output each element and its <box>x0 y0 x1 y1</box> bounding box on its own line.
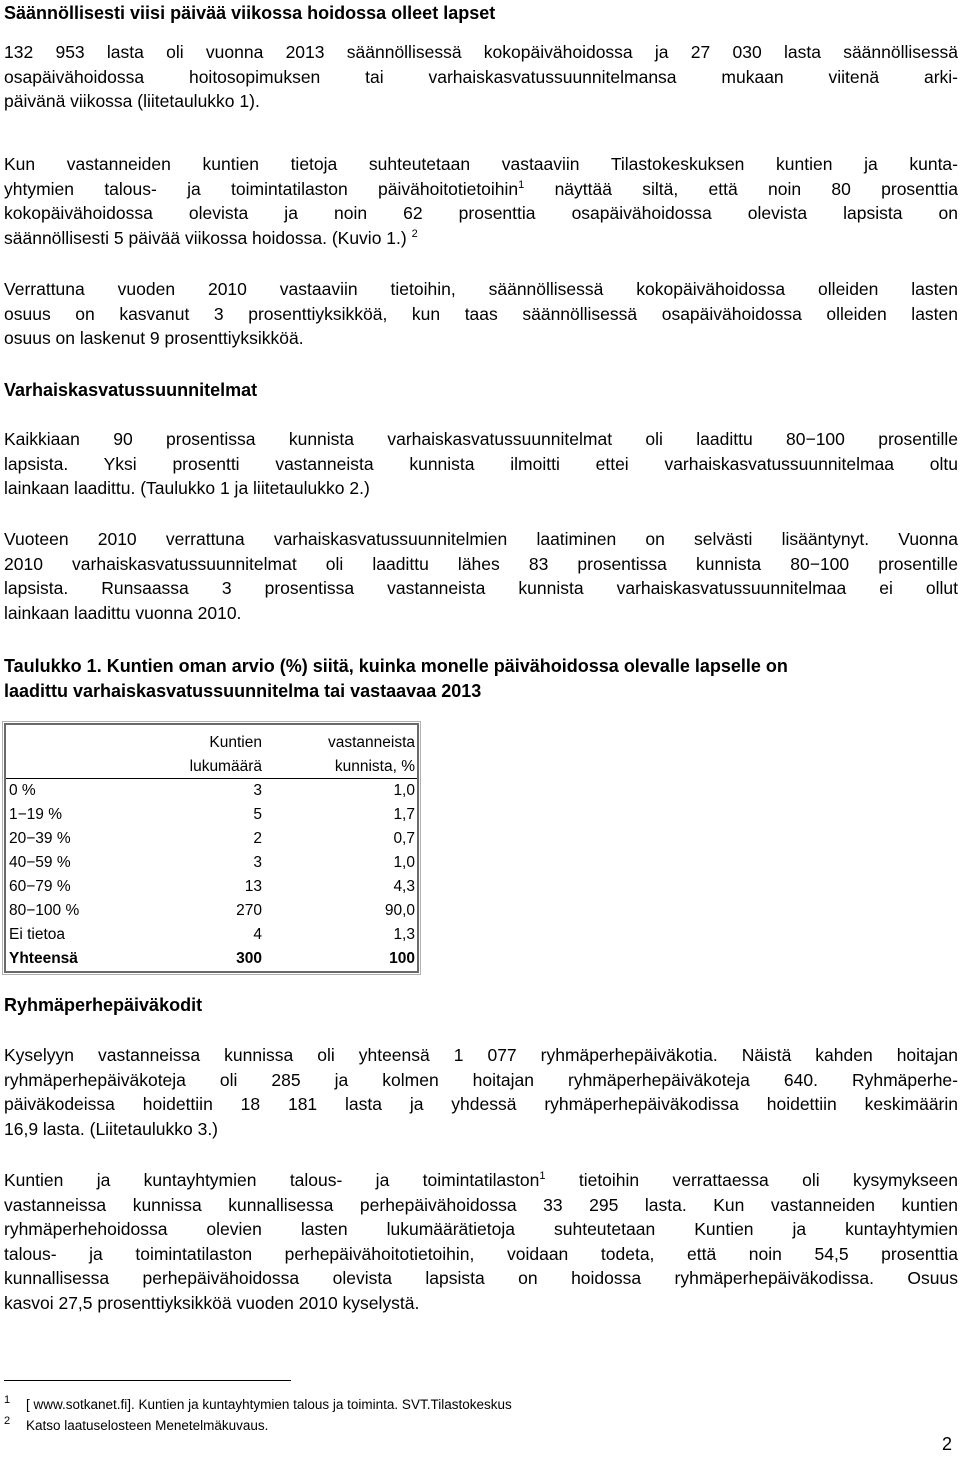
section-heading-vasu: Varhaiskasvatussuunnitelmat <box>4 380 258 400</box>
table-cell: Yhteensä <box>9 950 78 967</box>
footnote-text[interactable]: [ www.sotkanet.fi]. Kuntien ja kuntayhtymien talous ja toiminta. SVT.Tilastokeskus <box>26 1397 512 1412</box>
header-cell: Kuntien <box>209 734 262 751</box>
text-line: ryhmäperhehoidossa olevien lasten lukumäärätietoja suhteutetaan Kuntien ja kuntayhtymien <box>4 1219 958 1240</box>
paragraph-statistics-comparison <box>4 152 958 250</box>
table-cell: 3 <box>253 854 262 871</box>
text-line: ryhmäperhepäiväkoteja oli 285 ja kolmen hoitajan ryhmäperhepäiväkoteja 640. Ryhmäperhe- <box>4 1069 958 1090</box>
text-line: 16,9 lasta. (Liitetaulukko 3.) <box>4 1118 219 1139</box>
footnote-number: 2 <box>4 1415 11 1427</box>
table-cell: 80−100 % <box>9 902 80 919</box>
caption-line: laadittu varhaiskasvatussuunnitelma tai vastaavaa 2013 <box>4 680 482 701</box>
text-line: osuus on kasvanut 3 prosenttiyksikköä, kun taas säännöllisessä osapäivähoidossa olleiden lasten <box>4 303 958 324</box>
footnote-text: Katso laatuselosteen Menetelmäkuvaus. <box>26 1418 269 1433</box>
text-line: päivänä viikossa (liitetaulukko 1). <box>4 91 260 112</box>
page-number: 2 <box>942 1434 953 1454</box>
table-row <box>5 803 418 827</box>
paragraph-2010-comparison <box>4 277 958 351</box>
text-line: osuus on laskenut 9 prosenttiyksikköä. <box>4 328 304 349</box>
table-cell: 20−39 % <box>9 830 71 847</box>
table-cell: 13 <box>244 878 262 895</box>
text-line: lainkaan laadittu vuonna 2010. <box>4 602 242 623</box>
table-row <box>5 851 418 875</box>
table-cell: 4 <box>253 926 262 943</box>
table-cell: 4,3 <box>393 878 415 895</box>
table-vasu-estimates <box>4 723 419 973</box>
text-line: Vuoteen 2010 verrattuna varhaiskasvatussuunnitelmien laatiminen on selvästi lisääntynyt. Vuonna <box>4 529 958 549</box>
text-line: kasvoi 27,5 prosenttiyksikköä vuoden 2010 kyselystä. <box>4 1292 420 1313</box>
table-cell: 270 <box>236 902 262 919</box>
footnote-ref-1[interactable]: 1 <box>539 1170 546 1182</box>
table-caption <box>4 654 958 703</box>
text-line: päiväkodeissa hoidettiin 18 181 lasta ja yhdessä ryhmäperhepäiväkodissa hoidettiin keskimäärin <box>4 1094 958 1115</box>
text-line: Kaikkiaan 90 prosentissa kunnista varhaiskasvatussuunnitelmat oli laadittu 80−100 prosentille <box>4 429 958 449</box>
header-cell: vastanneista <box>327 734 415 751</box>
text-line: osapäivähoidossa hoitosopimuksen tai varhaiskasvatussuunnitelmansa mukaan viitenä arki- <box>4 66 958 87</box>
table-cell: 100 <box>389 950 415 967</box>
table-total-row <box>5 947 418 972</box>
paragraph-vasu-coverage <box>4 427 958 501</box>
header-cell <box>5 724 94 754</box>
table-header-row <box>5 724 418 754</box>
footnote-ref-2[interactable]: 2 <box>411 227 418 240</box>
table-row <box>5 875 418 899</box>
header-cell: kunnista, % <box>334 758 415 775</box>
text-segment: Kuntien ja kuntayhtymien talous- ja toimintatilaston <box>4 1170 540 1190</box>
text-line <box>4 226 958 251</box>
text-line: Kyselyyn vastanneissa kunnissa oli yhteensä 1 077 ryhmäperhepäiväkotia. Näistä kahden hoitajan <box>4 1045 958 1065</box>
table-cell: 300 <box>236 950 262 967</box>
footnote-2 <box>4 1415 269 1434</box>
section-heading-regular-care: Säännöllisesti viisi päivää viikossa hoidossa olleet lapset <box>4 3 496 23</box>
text-line: kunnallisessa perhepäivähoidossa olevista lapsista on hoidossa ryhmäperhepäiväkodissa. Osuus <box>4 1268 958 1289</box>
caption-line: Taulukko 1. Kuntien oman arvio (%) siitä, kuinka monelle päivähoidossa olevalle lapselle on <box>4 656 788 676</box>
text-segment: näyttää siltä, että noin 80 prosenttia <box>524 178 958 199</box>
text-segment: yhtymien talous- ja toimintatilaston päivähoitotietoihin <box>4 178 519 199</box>
text-line: Kun vastanneiden kuntien tietoja suhteutetaan vastaaviin Tilastokeskuksen kuntien ja kunta- <box>4 154 958 174</box>
footnote-ref-1[interactable]: 1 <box>518 178 525 191</box>
table-cell: 1,0 <box>264 779 418 804</box>
text-line: kokopäivähoidossa olevista ja noin 62 prosenttia osapäivähoidossa olevista lapsista on <box>4 203 958 224</box>
text-segment: säännöllisesti 5 päivää viikossa hoidossa. (Kuvio 1.) <box>4 227 407 248</box>
text-line: lapsista. Runsaassa 3 prosentissa vastanneista kunnista varhaiskasvatussuunnitelmaa ei ollut <box>4 578 958 599</box>
text-line: 132 953 lasta oli vuonna 2013 säännöllisessä kokopäivähoidossa ja 27 030 lasta säännöllisessä <box>4 42 958 62</box>
table-header-row <box>5 754 418 779</box>
table-cell: 5 <box>253 806 262 823</box>
paragraph-group-family-daycare-counts <box>4 1043 958 1141</box>
table-cell: 1,3 <box>393 926 415 943</box>
table-cell: 1−19 % <box>9 806 63 823</box>
footnote-1 <box>4 1394 512 1413</box>
table-cell: 3 <box>94 779 264 804</box>
text-line: Verrattuna vuoden 2010 vastaaviin tietoihin, säännöllisessä kokopäivähoidossa olleiden lasten <box>4 279 958 299</box>
header-cell: lukumäärä <box>189 758 262 775</box>
table-cell: 2 <box>253 830 262 847</box>
table-row <box>5 779 418 804</box>
footnote-number: 1 <box>4 1394 11 1406</box>
paragraph-family-daycare-share <box>4 1168 958 1316</box>
text-line: talous- ja toimintatilaston perhepäivähoitotietoihin, voidaan todeta, että noin 54,5 prosenttia <box>4 1243 958 1264</box>
text-segment: tietoihin verrattaessa oli kysymykseen <box>545 1170 958 1190</box>
table-cell: 1,0 <box>393 854 415 871</box>
footnote-separator <box>4 1380 291 1381</box>
data-table <box>4 723 419 973</box>
table-cell: 60−79 % <box>9 878 71 895</box>
text-line: lapsista. Yksi prosentti vastanneista kunnista ilmoitti ettei varhaiskasvatussuunnitelmaa oltu <box>4 453 958 474</box>
table-row <box>5 899 418 923</box>
table-cell: 0 % <box>5 779 94 804</box>
paragraph-vasu-trend <box>4 527 958 625</box>
table-cell: 0,7 <box>393 830 415 847</box>
text-line: vastanneissa kunnissa kunnallisessa perhepäivähoidossa 33 295 lasta. Kun vastanneiden kuntien <box>4 1194 958 1215</box>
text-line <box>4 177 958 202</box>
header-cell <box>5 754 94 779</box>
text-line <box>4 1168 958 1193</box>
table-cell: Ei tietoa <box>9 926 66 943</box>
text-line: 2010 varhaiskasvatussuunnitelmat oli laadittu lähes 83 prosentissa kunnista 80−100 prosentille <box>4 553 958 574</box>
paragraph-regular-care-counts <box>4 40 958 114</box>
text-line: lainkaan laadittu. (Taulukko 1 ja liitetaulukko 2.) <box>4 478 370 499</box>
section-heading-group-family-daycare: Ryhmäperhepäiväkodit <box>4 995 203 1015</box>
table-cell: 40−59 % <box>9 854 71 871</box>
table-row <box>5 827 418 851</box>
table-cell: 1,7 <box>393 806 415 823</box>
table-row <box>5 923 418 947</box>
table-cell: 90,0 <box>384 902 415 919</box>
